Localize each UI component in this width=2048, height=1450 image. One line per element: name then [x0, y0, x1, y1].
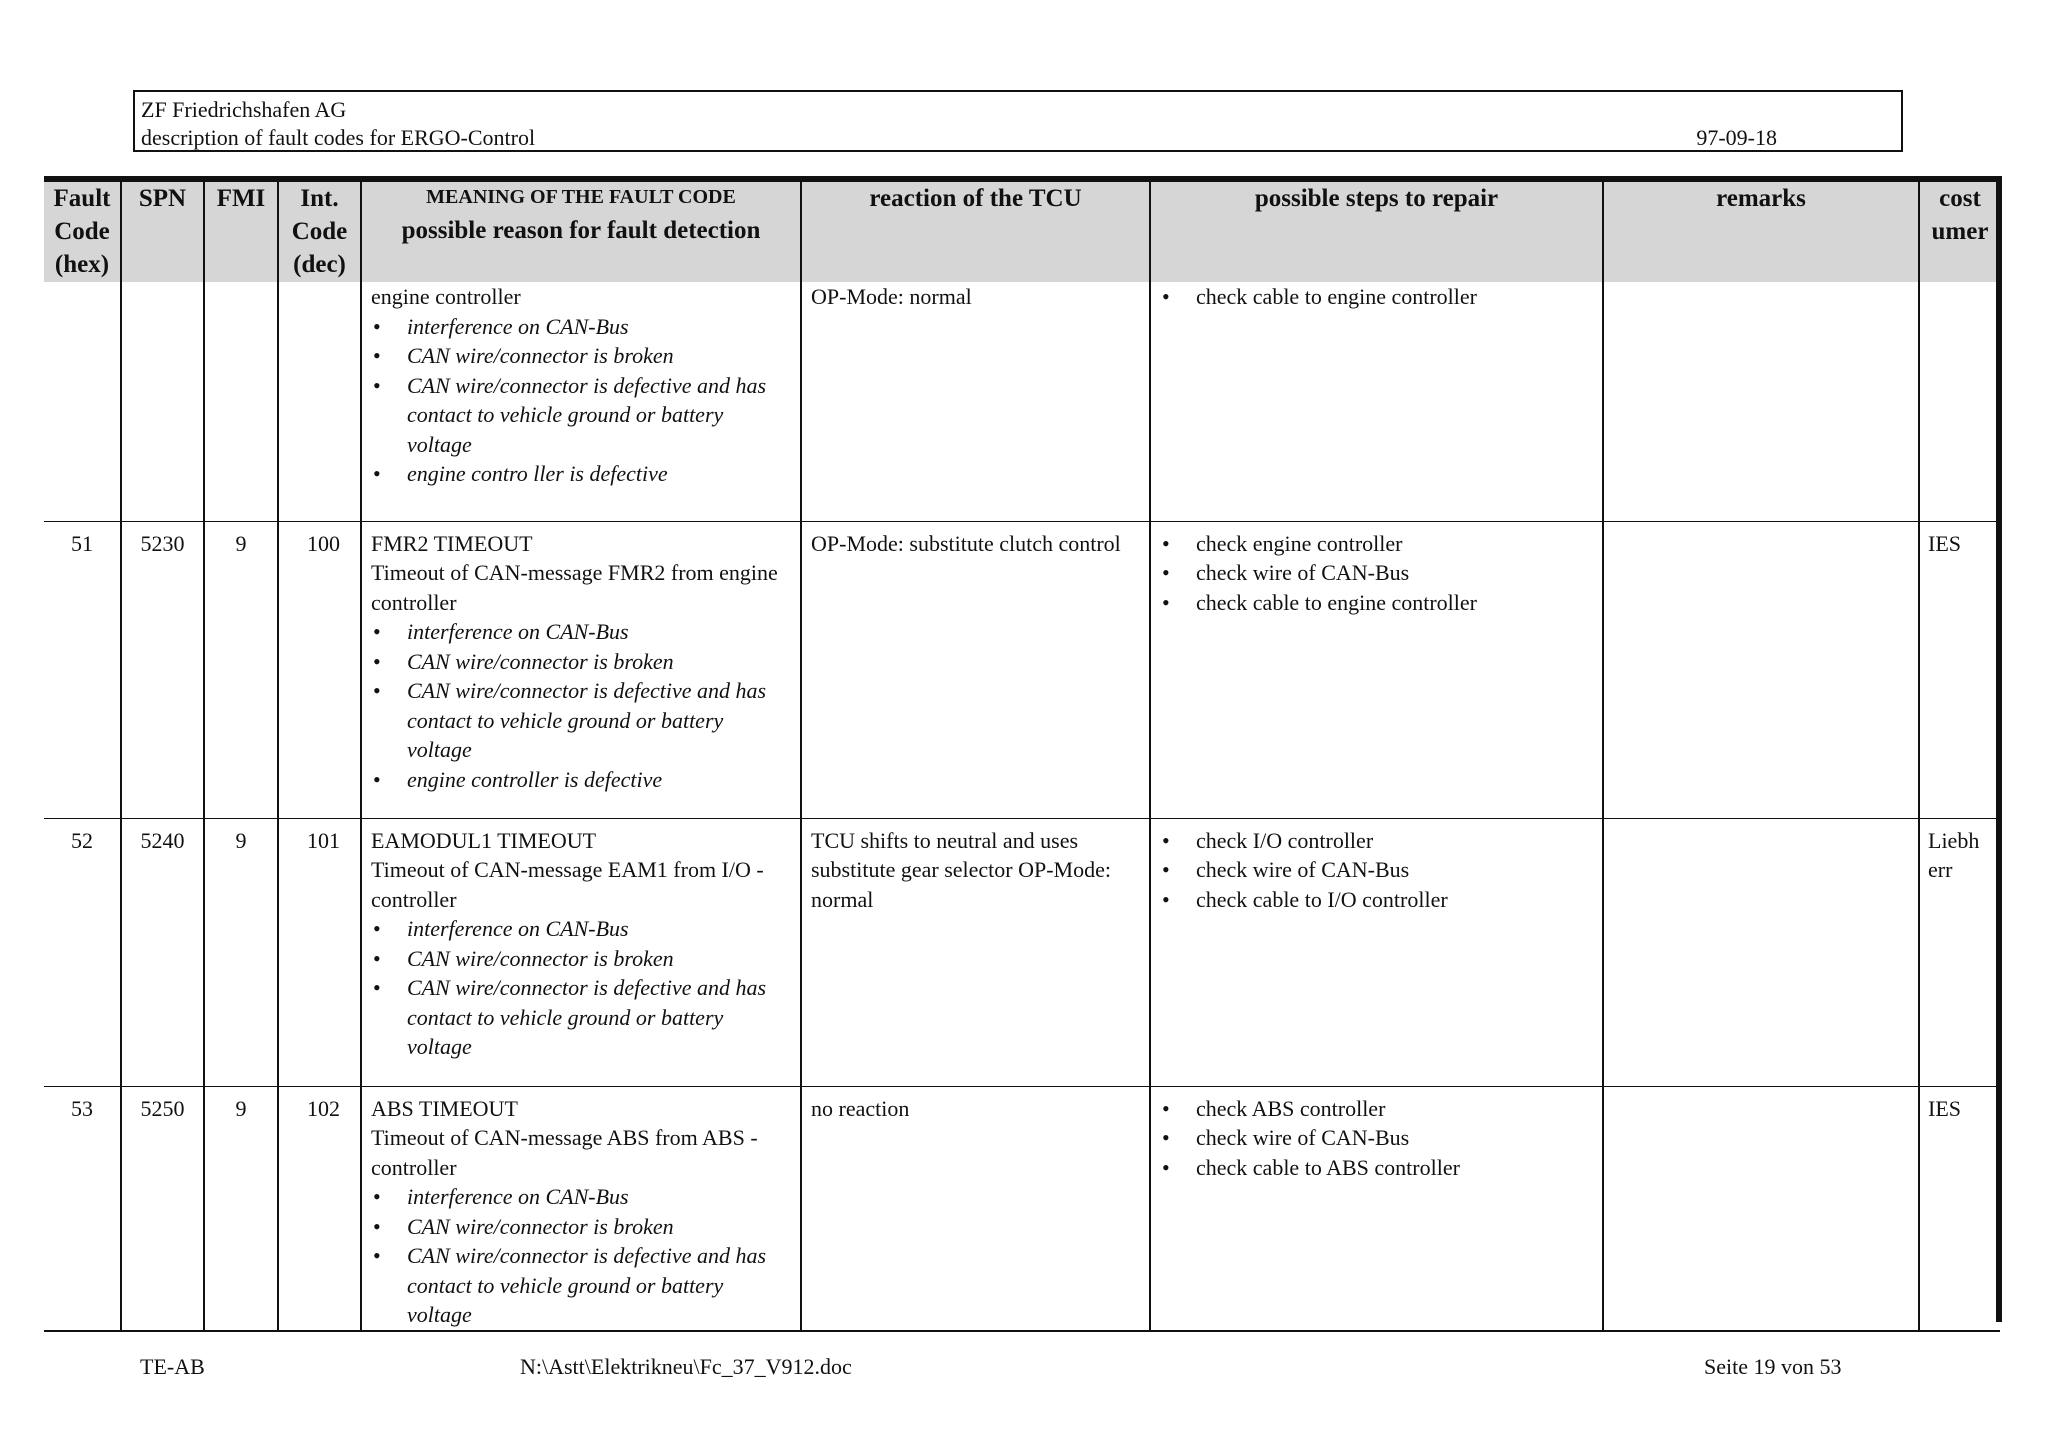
- reason-item: • interference on CAN-Bus: [371, 312, 792, 342]
- reason-item: • interference on CAN-Bus: [371, 1182, 792, 1212]
- reason-item: • CAN wire/connector is broken: [371, 647, 792, 677]
- fault-code-table: [44, 176, 2000, 1332]
- cell-spn: 5240: [121, 818, 204, 1086]
- meaning-title: FMR2 TIMEOUT: [371, 530, 533, 556]
- cell-int-code: [278, 282, 361, 521]
- cell-meaning: [361, 521, 801, 818]
- cell-steps: [1150, 818, 1603, 1086]
- table-header-row: [44, 176, 2000, 282]
- step-list: [1160, 282, 1594, 312]
- table-row: [44, 818, 2000, 1086]
- cell-spn: [121, 282, 204, 521]
- meaning-description: Timeout of CAN-message ABS from ABS - controller: [371, 1125, 758, 1180]
- company-name: ZF Friedrichshafen AG: [141, 97, 347, 122]
- cell-meaning: [361, 1086, 801, 1331]
- reason-item: • CAN wire/connector is defective and has contact to vehicle ground or battery voltage: [371, 1241, 792, 1330]
- reason-item: • engine contro ller is defective: [371, 459, 792, 489]
- step-item: • check I/O controller: [1160, 826, 1594, 856]
- cell-customer: Liebh err: [1919, 818, 2000, 1086]
- reason-list: [371, 312, 792, 489]
- cell-fault-code: [44, 282, 121, 521]
- cell-remarks: [1603, 521, 1919, 818]
- cell-int-code: 100: [278, 521, 361, 818]
- step-item: • check cable to ABS controller: [1160, 1153, 1594, 1183]
- document-description: description of fault codes for ERGO-Control: [141, 125, 536, 150]
- cell-fault-code: 52: [44, 818, 121, 1086]
- header-meaning-subtitle: possible reason for fault detection: [401, 217, 761, 244]
- document-header: [133, 90, 1903, 152]
- reason-item: • engine controller is defective: [371, 765, 792, 795]
- cell-fault-code: 53: [44, 1086, 121, 1331]
- step-list: [1160, 1094, 1594, 1183]
- reason-list: [371, 1182, 792, 1330]
- cell-meaning: [361, 282, 801, 521]
- cell-int-code: 101: [278, 818, 361, 1086]
- cell-reaction: TCU shifts to neutral and uses substitute gear selector OP-Mode: normal: [801, 818, 1150, 1086]
- cell-customer: [1919, 282, 2000, 521]
- meaning-description: Timeout of CAN-message EAM1 from I/O - controller: [371, 857, 764, 912]
- meaning-description: engine controller: [371, 284, 521, 309]
- header-line-2: [141, 124, 1895, 152]
- cell-steps: [1150, 1086, 1603, 1331]
- step-item: • check wire of CAN-Bus: [1160, 558, 1594, 588]
- cell-fault-code: 51: [44, 521, 121, 818]
- reason-item: • CAN wire/connector is defective and has contact to vehicle ground or battery voltage: [371, 676, 792, 765]
- cell-spn: 5250: [121, 1086, 204, 1331]
- meaning-description: Timeout of CAN-message FMR2 from engine controller: [371, 560, 778, 615]
- step-item: • check cable to I/O controller: [1160, 885, 1594, 915]
- step-list: [1160, 529, 1594, 618]
- header-remarks: remarks: [1603, 176, 1919, 282]
- reason-item: • interference on CAN-Bus: [371, 617, 792, 647]
- cell-reaction: no reaction: [801, 1086, 1150, 1331]
- step-item: • check wire of CAN-Bus: [1160, 1123, 1594, 1153]
- header-fmi: FMI: [204, 176, 278, 282]
- header-fault-code: Fault Code (hex): [53, 185, 111, 278]
- cell-fmi: [204, 282, 278, 521]
- reason-item: • CAN wire/connector is defective and has contact to vehicle ground or battery voltage: [371, 371, 792, 460]
- cell-remarks: [1603, 282, 1919, 521]
- cell-customer: IES: [1919, 1086, 2000, 1331]
- cell-fmi: 9: [204, 521, 278, 818]
- reason-item: • CAN wire/connector is broken: [371, 944, 792, 974]
- cell-reaction: OP-Mode: normal: [801, 282, 1150, 521]
- cell-customer: IES: [1919, 521, 2000, 818]
- cell-spn: 5230: [121, 521, 204, 818]
- table-row: [44, 282, 2000, 521]
- document-date: 97-09-18: [1696, 125, 1777, 150]
- reason-item: • CAN wire/connector is defective and has contact to vehicle ground or battery voltage: [371, 973, 792, 1062]
- meaning-title: ABS TIMEOUT: [371, 1095, 518, 1121]
- step-item: • check cable to engine controller: [1160, 282, 1594, 312]
- header-int-code: Int. Code (dec): [278, 176, 361, 282]
- cell-meaning: [361, 818, 801, 1086]
- step-item: • check cable to engine controller: [1160, 588, 1594, 618]
- footer-file-path: N:\Astt\Elektrikneu\Fc_37_V912.doc: [520, 1354, 852, 1379]
- header-meaning-title: MEANING OF THE FAULT CODE: [426, 186, 736, 208]
- header-steps: possible steps to repair: [1150, 176, 1603, 282]
- header-meaning: [361, 176, 801, 282]
- cell-steps: [1150, 521, 1603, 818]
- cell-fmi: 9: [204, 1086, 278, 1331]
- header-reaction: reaction of the TCU: [801, 176, 1150, 282]
- cell-remarks: [1603, 1086, 1919, 1331]
- header-customer: cost umer: [1919, 176, 2000, 282]
- reason-item: • CAN wire/connector is broken: [371, 1212, 792, 1242]
- step-item: • check engine controller: [1160, 529, 1594, 559]
- header-spn: SPN: [121, 176, 204, 282]
- reason-item: • CAN wire/connector is broken: [371, 341, 792, 371]
- cell-fmi: 9: [204, 818, 278, 1086]
- meaning-title: EAMODUL1 TIMEOUT: [371, 827, 597, 853]
- table-row: [44, 1086, 2000, 1331]
- reason-list: [371, 914, 792, 1062]
- reason-item: • interference on CAN-Bus: [371, 914, 792, 944]
- reason-list: [371, 617, 792, 794]
- cell-remarks: [1603, 818, 1919, 1086]
- step-item: • check ABS controller: [1160, 1094, 1594, 1124]
- step-list: [1160, 826, 1594, 915]
- footer-department: TE-AB: [140, 1354, 205, 1379]
- cell-reaction: OP-Mode: substitute clutch control: [801, 521, 1150, 818]
- cell-int-code: 102: [278, 1086, 361, 1331]
- footer-page-number: Seite 19 von 53: [1704, 1354, 1842, 1379]
- table-row: [44, 521, 2000, 818]
- step-item: • check wire of CAN-Bus: [1160, 855, 1594, 885]
- cell-steps: [1150, 282, 1603, 521]
